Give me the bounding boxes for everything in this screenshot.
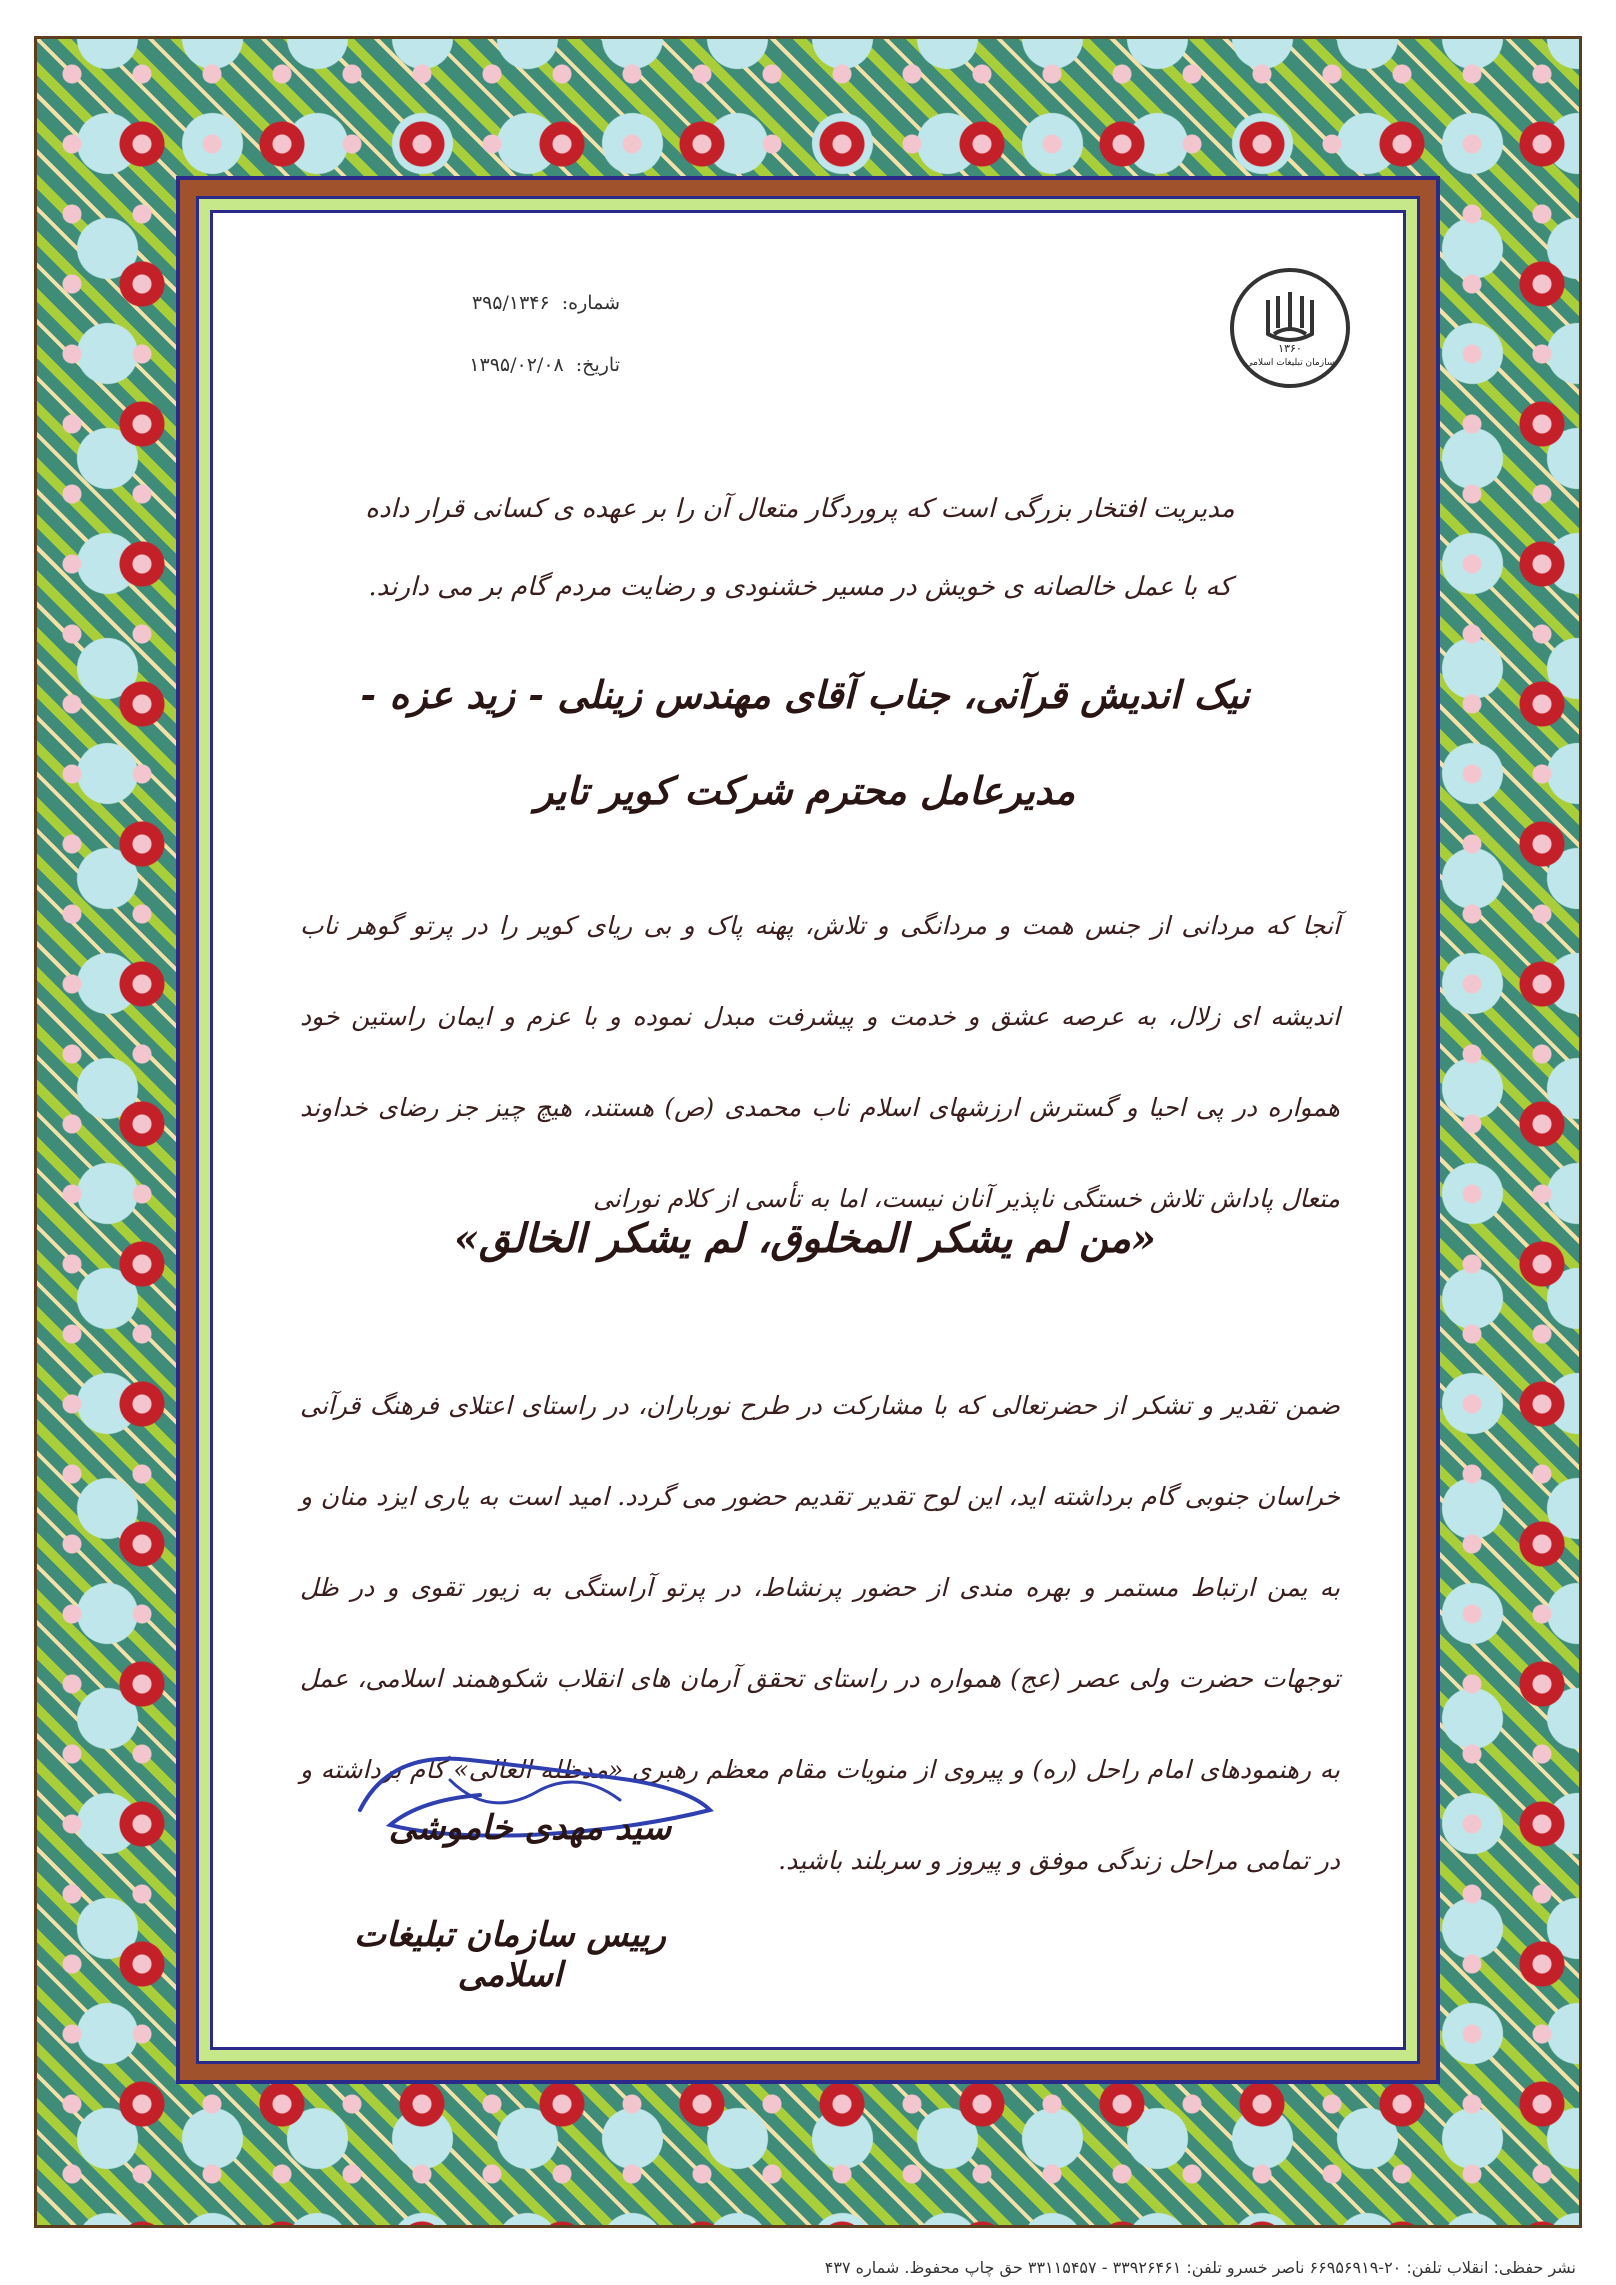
body-paragraph-2: ضمن تقدیر و تشکر از حضرتعالی که با مشارکت در طرح نورباران، در راستای اعتلای فرهنگ قرآنی خراسان جنوبی گام برداشته اید، این لوح تقدیر تقدیم حضور می گردد. امید است به یاری ایزد منان و به یمن ارتباط مستمر و بهره مندی از حضور پرنشاط، در پرتو آراستگی به زیور تقوی و در ظل توجهات حضرت ولی عصر (عج) همواره در راستای تحقق آرمان های انقلاب شکوهمند اسلامی، عمل به رهنمودهای امام راحل (ره) و پیروی از منویات مقام معظم رهبری «مدظله العالی» گام برداشته و در تمامی مراحل زندگی موفق و پیروز و سربلند باشید. [300, 1391, 1340, 1875]
number-value: ۳۹۵/۱۳۴۶ [471, 292, 550, 314]
honoree-position: مدیرعامل محترم شرکت کویر تایر [534, 768, 1076, 813]
emblem-year: ۱۳۶۰ [1278, 342, 1302, 355]
number-label: شماره: [561, 292, 620, 314]
honoree-line: نیک اندیش قرآنی، جناب آقای مهندس زینلی - زید عزه - [360, 672, 1250, 717]
date-value: ۱۳۹۵/۰۲/۰۸ [469, 354, 564, 376]
signer-name: سید مهدی خاموشی [388, 1808, 672, 1848]
organization-emblem [1230, 268, 1350, 388]
hadith-quote: «من لم یشکر المخلوق، لم یشکر الخالق» [454, 1215, 1156, 1262]
signer-title: رییس سازمان تبلیغات اسلامی [354, 1915, 666, 1995]
date-label: تاریخ: [575, 354, 620, 376]
printer-footer: نشر حفظی: انقلاب تلفن: ۲۰-۶۶۹۵۶۹۱۹ ناصر خسرو تلفن: ۳۳۹۲۶۴۶۱ - ۳۳۱۱۵۴۵۷ حق چاپ محفوظ. شماره ۴۳۷ [824, 2258, 1576, 2277]
intro-paragraph: مدیریت افتخار بزرگی است که پروردگار متعال آن را بر عهده ی کسانی قرار داده که با عمل خالصانه ی خویش در مسیر خشنودی و رضایت مردم گام بر می دارند. [365, 494, 1235, 602]
letter-number [300, 292, 620, 314]
letter-date [300, 354, 620, 376]
body-paragraph-1: آنجا که مردانی از جنس همت و مردانگی و تلاش، پهنه پاک و بی ریای کویر را در پرتو گوهر ناب اندیشه ای زلال، به عرصه عشق و خدمت و پیشرفت مبدل نموده و با عزم و ایمان راستین خود همواره در پی احیا و گسترش ارزشهای اسلام ناب محمدی (ص) هستند، هیچ چیز جز رضای خداوند متعال پاداش تلاش خستگی ناپذیر آنان نیست، اما به تأسی از کلام نورانی [300, 911, 1340, 1213]
emblem-text: سازمان تبلیغات اسلامی [1245, 358, 1335, 368]
